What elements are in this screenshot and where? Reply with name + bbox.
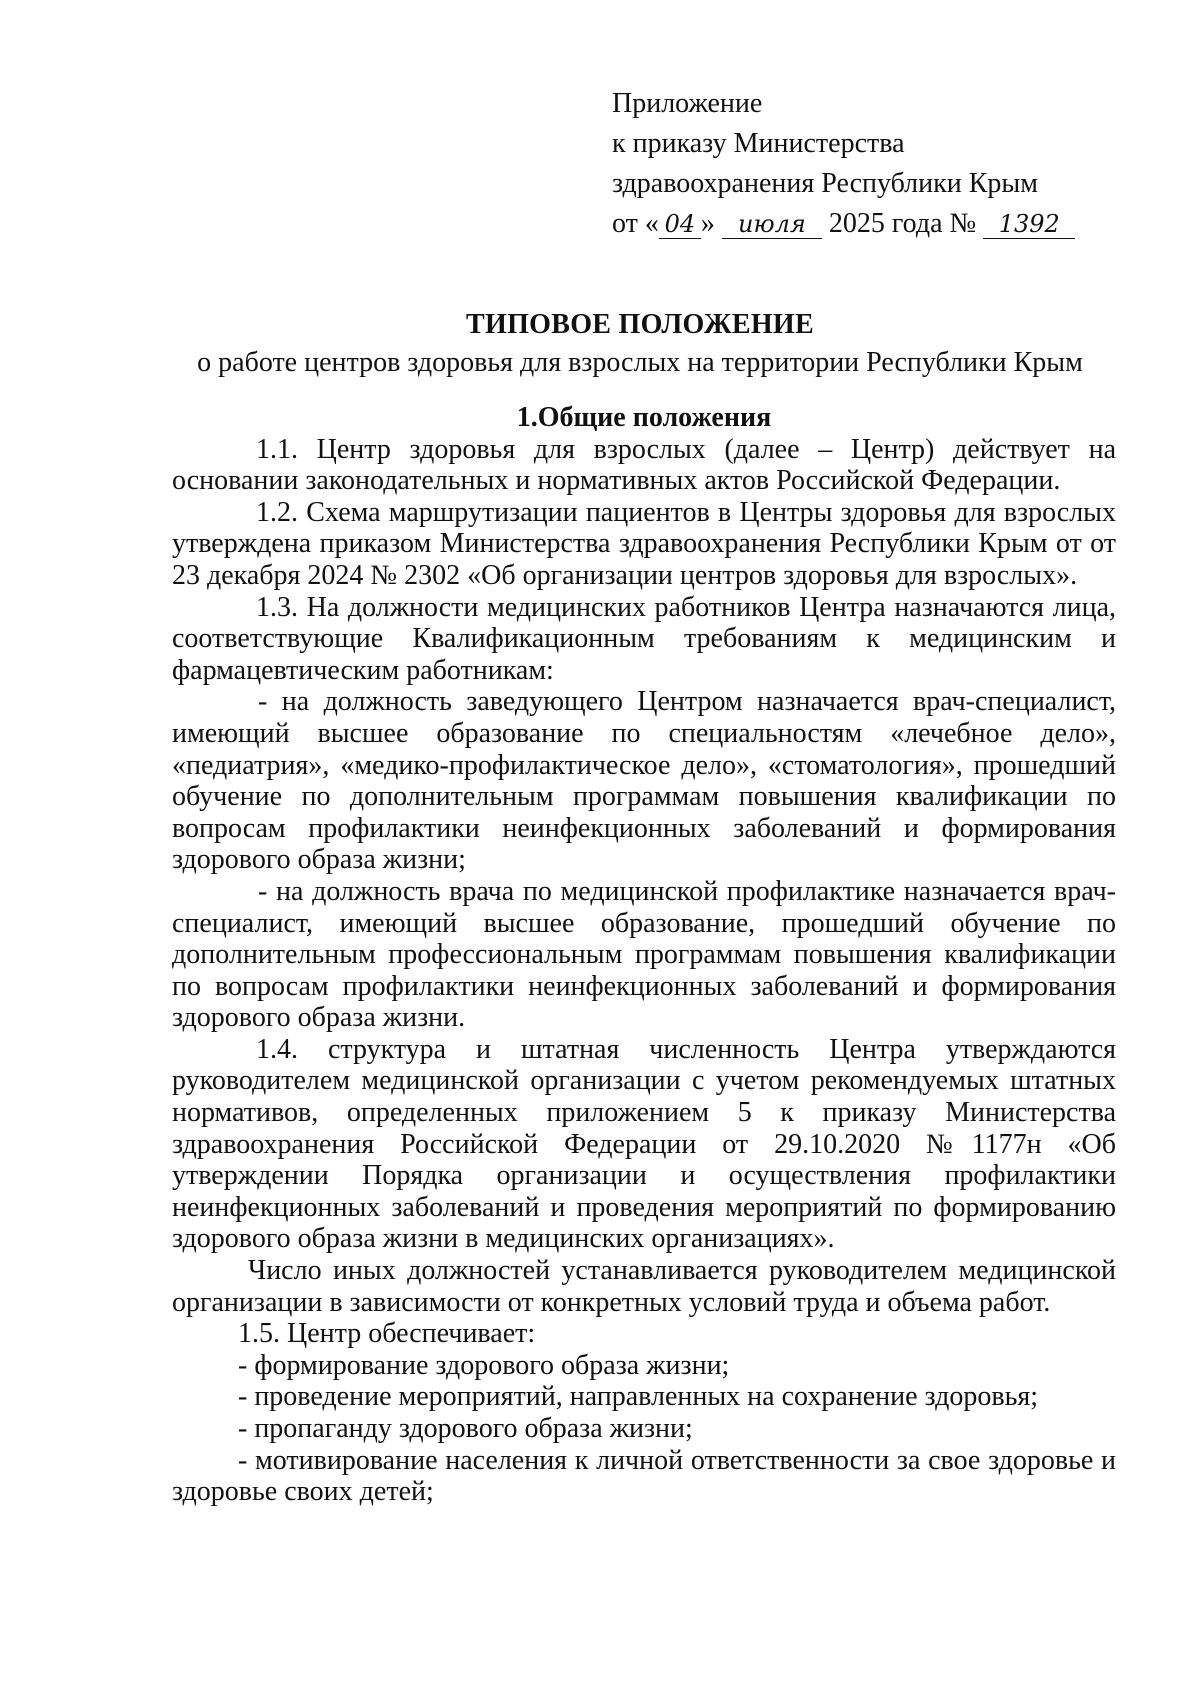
document-title: ТИПОВОЕ ПОЛОЖЕНИЕ bbox=[466, 309, 814, 340]
paragraph-1-2: 1.2. Схема маршрутизации пациентов в Центры здоровья для взрослых утверждена приказом Министерства здравоохранения Республики Крым от от 23 декабря 2024 № 2302 «Об организации центров здоровья для взрослых». bbox=[172, 496, 1116, 591]
appendix-line-1: Приложение bbox=[612, 88, 763, 119]
paragraph-prevention-doctor: - на должность врача по медицинской профилактике назначается врач-специалист, имеющий высшее образование, прошедший обучение по дополнительным профессиональным программам повышения квалификации по вопросам профилактики неинфекционных заболеваний и формирования здорового образа жизни. bbox=[172, 875, 1116, 1034]
list-item: - пропаганду здорового образа жизни; bbox=[238, 1413, 693, 1444]
paragraph-other-positions: Число иных должностей устанавливается руководителем медицинской организации в зависимости от конкретных условий труда и объема работ. bbox=[172, 1255, 1116, 1318]
appendix-header bbox=[612, 84, 1132, 244]
paragraph-1-4: 1.4. структура и штатная численность Центра утверждаются руководителем медицинской организации с учетом рекомендуемых штатных нормативов, определенных приложением 5 к приказу Министерства здравоохранения Российской Федерации от 29.10.2020 №1177н «Об утверждении Порядка организации и осуществления профилактики неинфекционных заболеваний и проведения мероприятий по формированию здорового образа жизни в медицинских организациях». bbox=[172, 1033, 1116, 1255]
list-item: - формирование здорового образа жизни; bbox=[238, 1349, 730, 1381]
date-day-close: » bbox=[700, 208, 715, 239]
list-item: - проведение мероприятий, направленных на сохранение здоровья; bbox=[238, 1381, 1039, 1413]
appendix-date-line bbox=[612, 204, 1132, 244]
date-prefix: от « bbox=[612, 208, 659, 239]
paragraph-1-3: 1.3. На должности медицинских работников Центра назначаются лица, соответствующие Квалификационным требованиям к медицинским и фармацевтическим работникам: bbox=[172, 591, 1116, 686]
section-heading: 1.Общие положения bbox=[516, 402, 772, 433]
date-year-text: 2025 года № bbox=[828, 208, 977, 239]
document-title-block bbox=[160, 306, 1120, 382]
handwritten-order-number: 1392 bbox=[983, 210, 1075, 239]
handwritten-month: июля bbox=[722, 210, 822, 239]
appendix-line-3: здравоохранения Республики Крым bbox=[612, 168, 1038, 199]
appendix-line-2: к приказу Министерства bbox=[612, 128, 905, 159]
paragraph-1-5: 1.5. Центр обеспечивает: bbox=[238, 1318, 536, 1350]
handwritten-day: 04 bbox=[659, 210, 701, 239]
document-subtitle: о работе центров здоровья для взрослых на территории Республики Крым bbox=[197, 347, 1083, 378]
document-body bbox=[172, 402, 1116, 1508]
paragraph-1-1: 1.1. Центр здоровья для взрослых (далее – Центр) действует на основании законодательных и нормативных актов Российской Федерации. bbox=[172, 433, 1116, 497]
list-item: - мотивирование населения к личной ответственности за свое здоровье и здоровье своих детей; bbox=[172, 1444, 1116, 1508]
paragraph-head-position: - на должность заведующего Центром назначается врач-специалист, имеющий высшее образование по специальностям «лечебное дело», «педиатрия», «медико-профилактическое дело», «стоматология», прошедший обучение по дополнительным программам повышения квалификации по вопросам профилактики неинфекционных заболеваний и формирования здорового образа жизни; bbox=[172, 686, 1116, 876]
